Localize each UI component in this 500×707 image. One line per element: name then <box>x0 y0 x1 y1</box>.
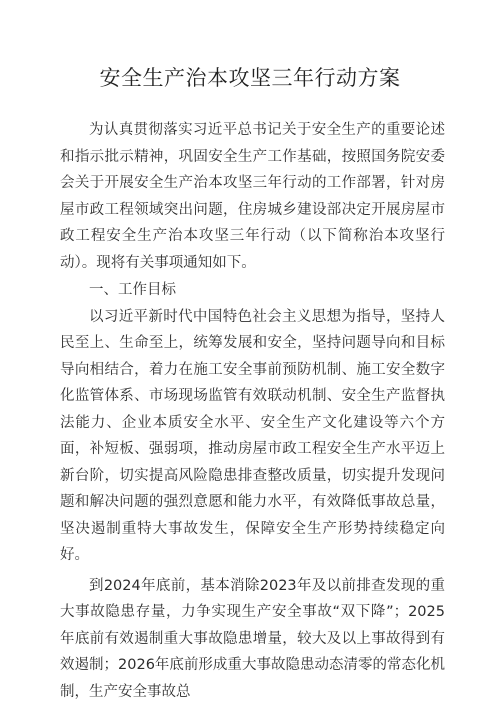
target-paragraph: 到2024年底前，基本消除2023年及以前排查发现的重大事故隐患存量，力争实现生产安全事故“双下降”；2025年底前有效遏制重大事故隐患增量，较大及以上事故得到有效遏制；2026年底前形成重大事故隐患动态清零的常态化机制，生产安全事故总 <box>60 577 445 700</box>
section-heading: 一、工作目标 <box>89 282 176 298</box>
document-title: 安全生产治本攻坚三年行动方案 <box>99 66 401 90</box>
intro-paragraph: 为认真贯彻落实习近平总书记关于安全生产的重要论述和指示批示精神，巩固安全生产工作基础，按照国务院安委会关于开展安全生产治本攻坚三年行动的工作部署，针对房屋市政工程领域突出问题，住房城乡建设部决定开展房屋市政工程安全生产治本攻坚三年行动（以下简称治本攻坚行动）。现将有关事项通知如下。 <box>60 122 445 271</box>
goal-paragraph: 以习近平新时代中国特色社会主义思想为指导，坚持人民至上、生命至上，统筹发展和安全，坚持问题导向和目标导向相结合，着力在施工安全事前预防机制、施工安全数字化监管体系、市场现场监管有效联动机制、安全生产监督执法能力、企业本质安全水平、安全生产文化建设等六个方面，补短板、强弱项，推动房屋市政工程安全生产水平迈上新台阶，切实提高风险隐患排查整改质量，切实提升发现问题和解决问题的强烈意愿和能力水平，有效降低事故总量，坚决遏制重特大事故发生，保障安全生产形势持续稳定向好。 <box>60 308 445 563</box>
document-body <box>60 117 445 705</box>
